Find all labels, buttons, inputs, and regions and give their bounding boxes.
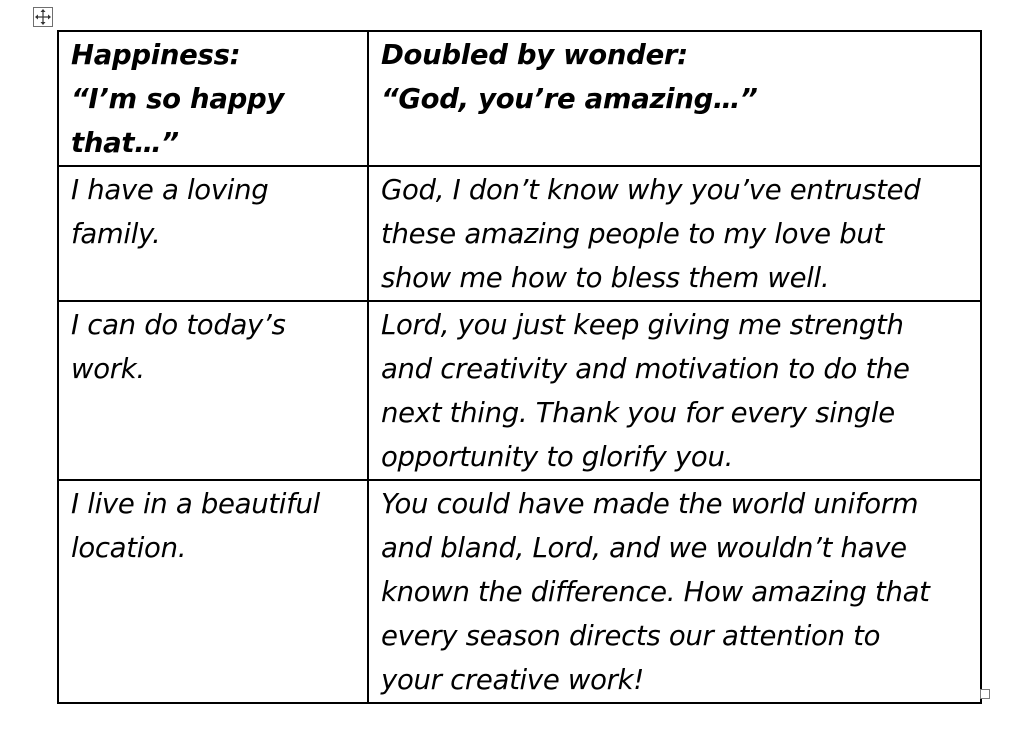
table-row — [58, 301, 981, 480]
cell-line: and creativity and motivation to do the — [381, 353, 910, 385]
cell-line: God, I don’t know why you’ve entrusted — [381, 174, 921, 206]
table-cell[interactable] — [368, 166, 981, 301]
cell-line: opportunity to glorify you. — [381, 441, 734, 473]
cell-line: “God, you’re amazing…” — [381, 83, 758, 115]
cell-line: You could have made the world uniform — [381, 488, 919, 520]
table-row — [58, 166, 981, 301]
table-cell[interactable] — [58, 480, 368, 703]
cell-line: “I’m so happy — [71, 83, 284, 115]
cell-line: show me how to bless them well. — [381, 262, 830, 294]
table-row — [58, 480, 981, 703]
header-cell-wonder[interactable] — [368, 31, 981, 166]
cell-line: Doubled by wonder: — [381, 39, 688, 71]
table-resize-icon[interactable] — [980, 689, 990, 699]
cell-line: known the difference. How amazing that — [381, 576, 930, 608]
cell-line: your creative work! — [381, 664, 645, 696]
cell-line: location. — [71, 532, 187, 564]
cell-line: Lord, you just keep giving me strength — [381, 309, 904, 341]
header-cell-happiness[interactable] — [58, 31, 368, 166]
table-cell[interactable] — [368, 480, 981, 703]
table-header-row — [58, 31, 981, 166]
table-cell[interactable] — [58, 301, 368, 480]
cell-line: these amazing people to my love but — [381, 218, 884, 250]
cell-line: I live in a beautiful — [71, 488, 321, 520]
cell-line: I can do today’s — [71, 309, 286, 341]
cell-line: and bland, Lord, and we wouldn’t have — [381, 532, 907, 564]
cell-line: family. — [71, 218, 161, 250]
four-arrows-icon — [34, 8, 52, 26]
table-cell[interactable] — [58, 166, 368, 301]
cell-line: that…” — [71, 127, 179, 159]
cell-line: next thing. Thank you for every single — [381, 397, 895, 429]
cell-line: every season directs our attention to — [381, 620, 881, 652]
cell-line: Happiness: — [71, 39, 241, 71]
cell-line: work. — [71, 353, 145, 385]
cell-line: I have a loving — [71, 174, 269, 206]
table-move-icon[interactable] — [33, 7, 53, 27]
table-cell[interactable] — [368, 301, 981, 480]
document-table — [57, 30, 982, 704]
